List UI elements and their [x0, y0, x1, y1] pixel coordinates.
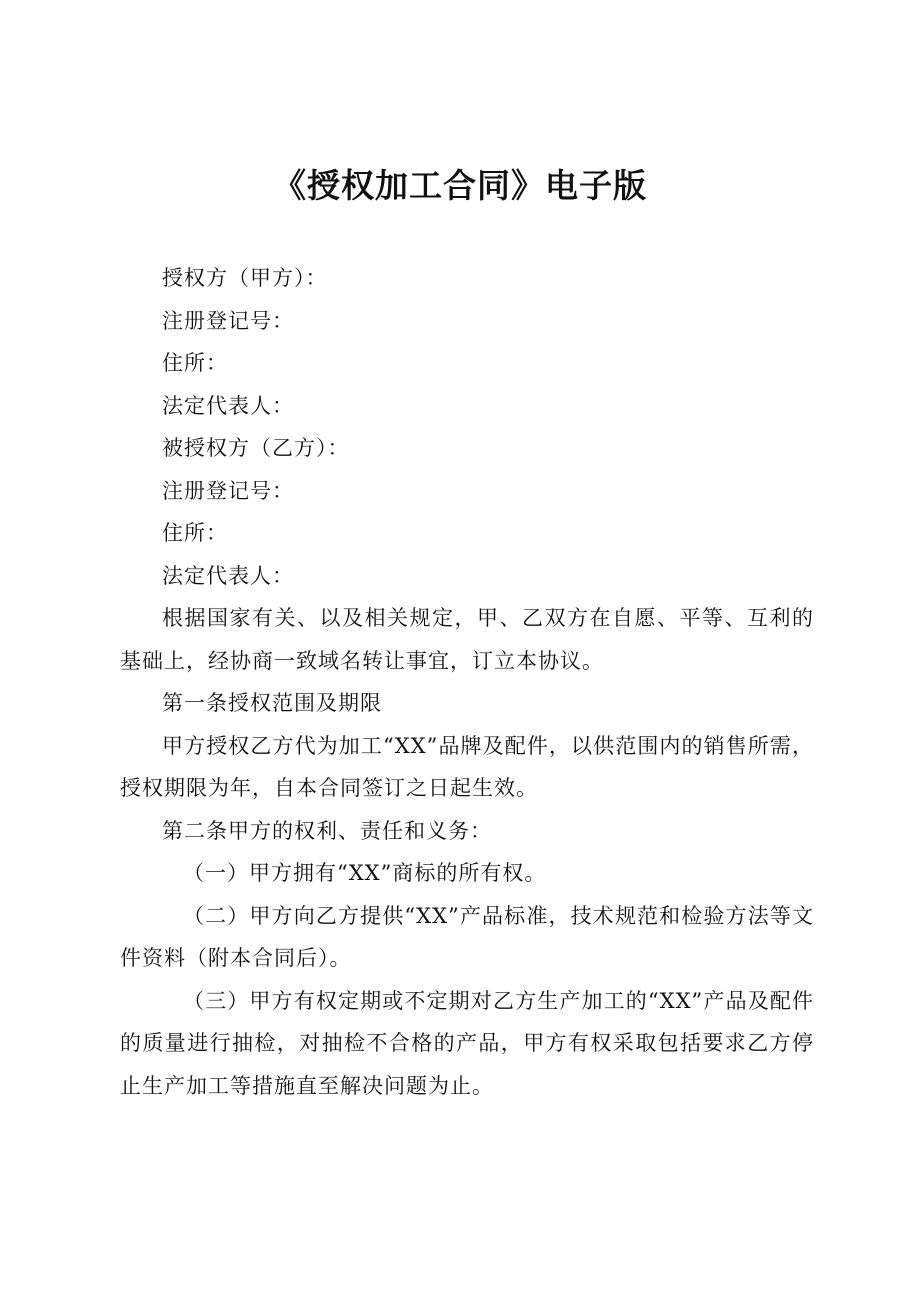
paragraph-licensor-address: 住所：: [162, 351, 228, 375]
paragraph-licensor-representative: 法定代表人：: [162, 393, 294, 418]
paragraph-licensee-representative: 法定代表人：: [162, 563, 294, 588]
paragraph-preamble: 根据国家有关、以及相关规定，甲、乙双方在自愿、平等、互利的基础上，经协商一致域名转让事宜，订立本协议。: [120, 606, 814, 673]
document-title: 《授权加工合同》电子版: [273, 166, 647, 205]
paragraph-licensee: 被授权方（乙方）：: [162, 436, 350, 460]
paragraph-licensee-registration: 注册登记号：: [162, 478, 294, 503]
document-body: [120, 257, 814, 1107]
paragraph-article-2-item-3: （三）甲方有权定期或不定期对乙方生产加工的“XX”产品及配件的质量进行抽检，对抽检不合格的产品，甲方有权采取包括要求乙方停止生产加工等措施直至解决问题为止。: [120, 988, 814, 1098]
paragraph-article-2-item-2: （二）甲方向乙方提供“XX”产品标准，技术规范和检验方法等文件资料（附本合同后）。: [120, 903, 814, 970]
paragraph-licensor-registration: 注册登记号：: [162, 308, 294, 333]
paragraph-article-2-item-1: （一）甲方拥有“XX”商标的所有权。: [183, 861, 547, 885]
heading-article-1: 第一条授权范围及期限: [162, 691, 382, 715]
paragraph-article-1-body: 甲方授权乙方代为加工“XX”品牌及配件，以供范围内的销售所需，授权期限为年，自本合同签订之日起生效。: [120, 733, 814, 800]
paragraph-licensor: 授权方（甲方）：: [162, 266, 328, 290]
heading-article-2: 第二条甲方的权利、责任和义务：: [162, 818, 492, 843]
paragraph-licensee-address: 住所：: [162, 521, 228, 545]
